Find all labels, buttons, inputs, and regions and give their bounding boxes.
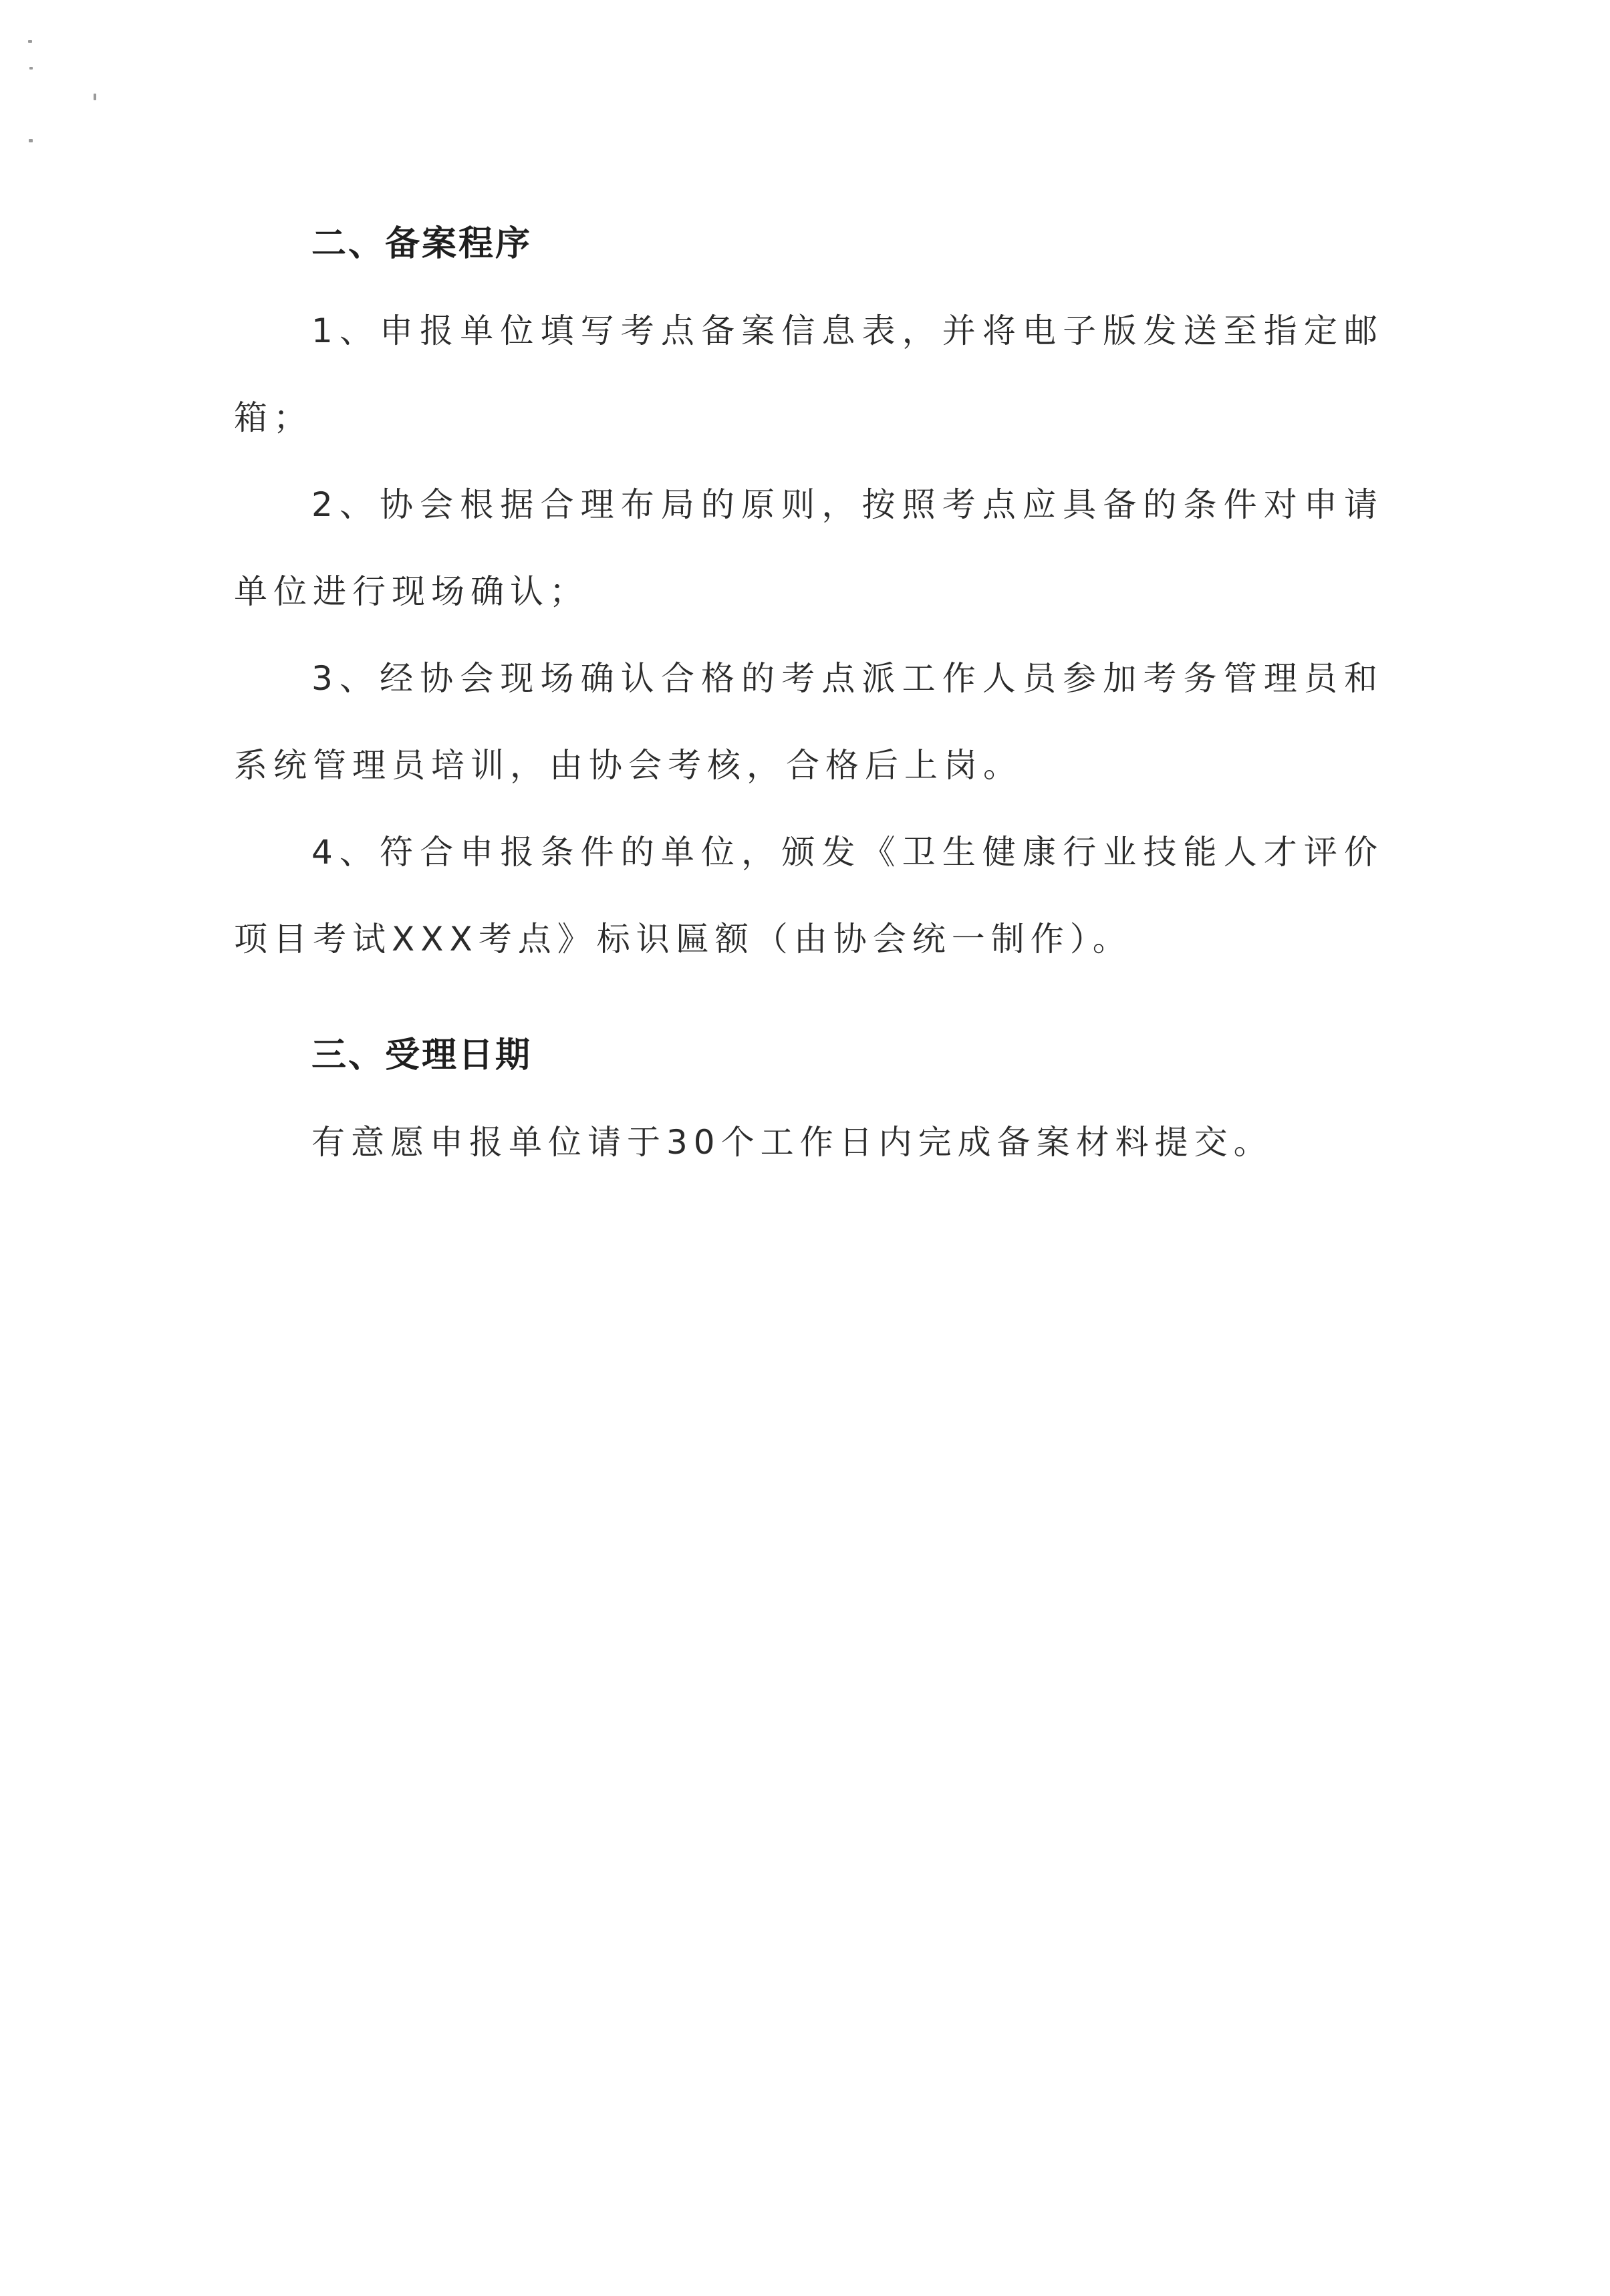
section-acceptance-date bbox=[234, 1012, 1383, 1186]
scan-speck bbox=[94, 94, 96, 100]
procedure-item: 1、申报单位填写考点备案信息表，并将电子版发送至指定邮箱； bbox=[234, 311, 1383, 437]
procedure-item: 3、经协会现场确认合格的考点派工作人员参加考务管理员和系统管理员培训，由协会考核，合格后上岗。 bbox=[234, 659, 1383, 785]
section-filing-procedure bbox=[234, 201, 1383, 983]
section-heading: 二、备案程序 bbox=[311, 224, 533, 264]
section-heading: 三、受理日期 bbox=[311, 1035, 533, 1075]
acceptance-text: 有意愿申报单位请于30个工作日内完成备案材料提交。 bbox=[311, 1123, 1273, 1162]
scan-speck bbox=[28, 40, 32, 43]
document-body bbox=[234, 201, 1383, 1186]
procedure-item: 4、符合申报条件的单位，颁发《卫生健康行业技能人才评价项目考试XXX考点》标识匾额（由协会统一制作）。 bbox=[234, 833, 1383, 959]
procedure-item: 2、协会根据合理布局的原则，按照考点应具备的条件对申请单位进行现场确认； bbox=[234, 485, 1383, 611]
scan-speck bbox=[29, 139, 33, 142]
scan-speck bbox=[29, 67, 33, 70]
